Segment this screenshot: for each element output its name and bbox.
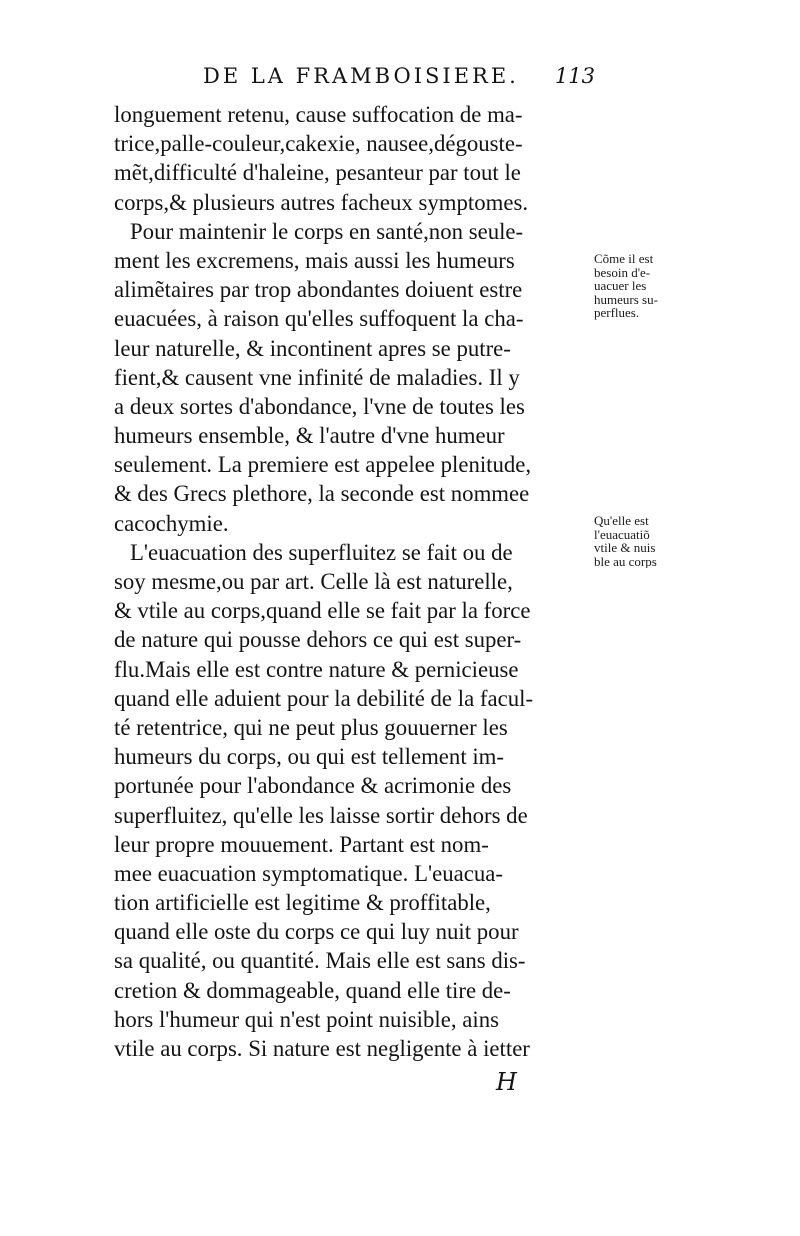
- text-line: hors l'humeur qui n'est point nuisible, ains: [114, 1006, 499, 1032]
- text-line: leur propre mouuement. Partant est nom-: [114, 831, 489, 857]
- margin-note: [594, 514, 704, 568]
- margin-note-line: l'euacuatiõ: [594, 527, 650, 541]
- text-line: té retentrice, qui ne peut plus gouuerner les: [114, 714, 508, 740]
- text-line: fient,& causent vne infinité de maladies. Il y: [114, 364, 520, 390]
- text-line: mẽt,difficulté d'haleine, pesanteur par tout le: [114, 160, 521, 186]
- text-line: L'euacuation des superfluitez se fait ou de: [130, 539, 513, 565]
- margin-note: [594, 252, 704, 320]
- text-line: & vtile au corps,quand elle se fait par la force: [114, 598, 531, 624]
- margin-note-line: humeurs su-: [594, 292, 658, 306]
- text-line: euacuées, à raison qu'elles suffoquent la cha-: [114, 306, 524, 332]
- text-line: flu.Mais elle est contre nature & pernicieuse: [114, 656, 519, 682]
- page-number: 113: [554, 64, 595, 88]
- text-line: longuement retenu, cause suffocation de ma-: [114, 102, 523, 127]
- text-line: de nature qui pousse dehors ce qui est super-: [114, 627, 522, 653]
- text-line: seulement. La premiere est appelee plenitude,: [114, 452, 532, 478]
- text-line: leur naturelle, & incontinent apres se putre-: [114, 335, 511, 361]
- text-line: vtile au corps. Si nature est negligente à ietter: [114, 1036, 530, 1061]
- text-line: trice,palle-couleur,cakexie, nausee,dégouste-: [114, 131, 523, 157]
- running-head: DE LA FRAMBOISIERE.: [203, 64, 519, 88]
- body-text: [114, 100, 604, 1063]
- text-line: humeurs du corps, ou qui est tellement im-: [114, 744, 505, 770]
- text-line: humeurs ensemble, & l'autre d'vne humeur: [114, 423, 505, 449]
- margin-note-line: ble au corps: [594, 554, 657, 568]
- margin-note-line: besoin d'e-: [594, 265, 651, 279]
- margin-note-line: vtile & nuis: [594, 541, 656, 555]
- signature-mark: H: [496, 1068, 517, 1096]
- text-line: Pour maintenir le corps en santé,non seule-: [130, 218, 524, 244]
- text-line: portunée pour l'abondance & acrimonie des: [114, 773, 512, 799]
- text-line: mee euacuation symptomatique. L'euacua-: [114, 860, 503, 886]
- margin-note-line: perflues.: [594, 306, 640, 320]
- text-line: quand elle oste du corps ce qui luy nuit pour: [114, 919, 519, 945]
- text-line: superfluitez, qu'elle les laisse sortir dehors de: [114, 802, 528, 828]
- text-line: quand elle aduient pour la debilité de la facul-: [114, 685, 534, 711]
- text-line: sa qualité, ou quantité. Mais elle est sans dis-: [114, 948, 526, 974]
- page-header: [115, 62, 595, 92]
- text-line: & des Grecs plethore, la seconde est nommee: [114, 481, 530, 507]
- margin-note-line: Qu'elle est: [594, 514, 649, 528]
- text-line: alimẽtaires par trop abondantes doiuent estre: [114, 277, 523, 303]
- text-line: soy mesme,ou par art. Celle là est naturelle,: [114, 569, 513, 594]
- margin-note-line: Cõme il est: [594, 252, 654, 266]
- margin-note-line: uacuer les: [594, 279, 647, 293]
- text-line: a deux sortes d'abondance, l'vne de toutes les: [114, 393, 525, 419]
- text-line: cacochymie.: [114, 510, 229, 536]
- text-line: cretion & dommageable, quand elle tire de-: [114, 977, 511, 1003]
- text-line: corps,& plusieurs autres facheux symptomes.: [114, 189, 529, 215]
- text-line: ment les excremens, mais aussi les humeurs: [114, 247, 515, 273]
- text-line: tion artificielle est legitime & proffitable,: [114, 890, 491, 916]
